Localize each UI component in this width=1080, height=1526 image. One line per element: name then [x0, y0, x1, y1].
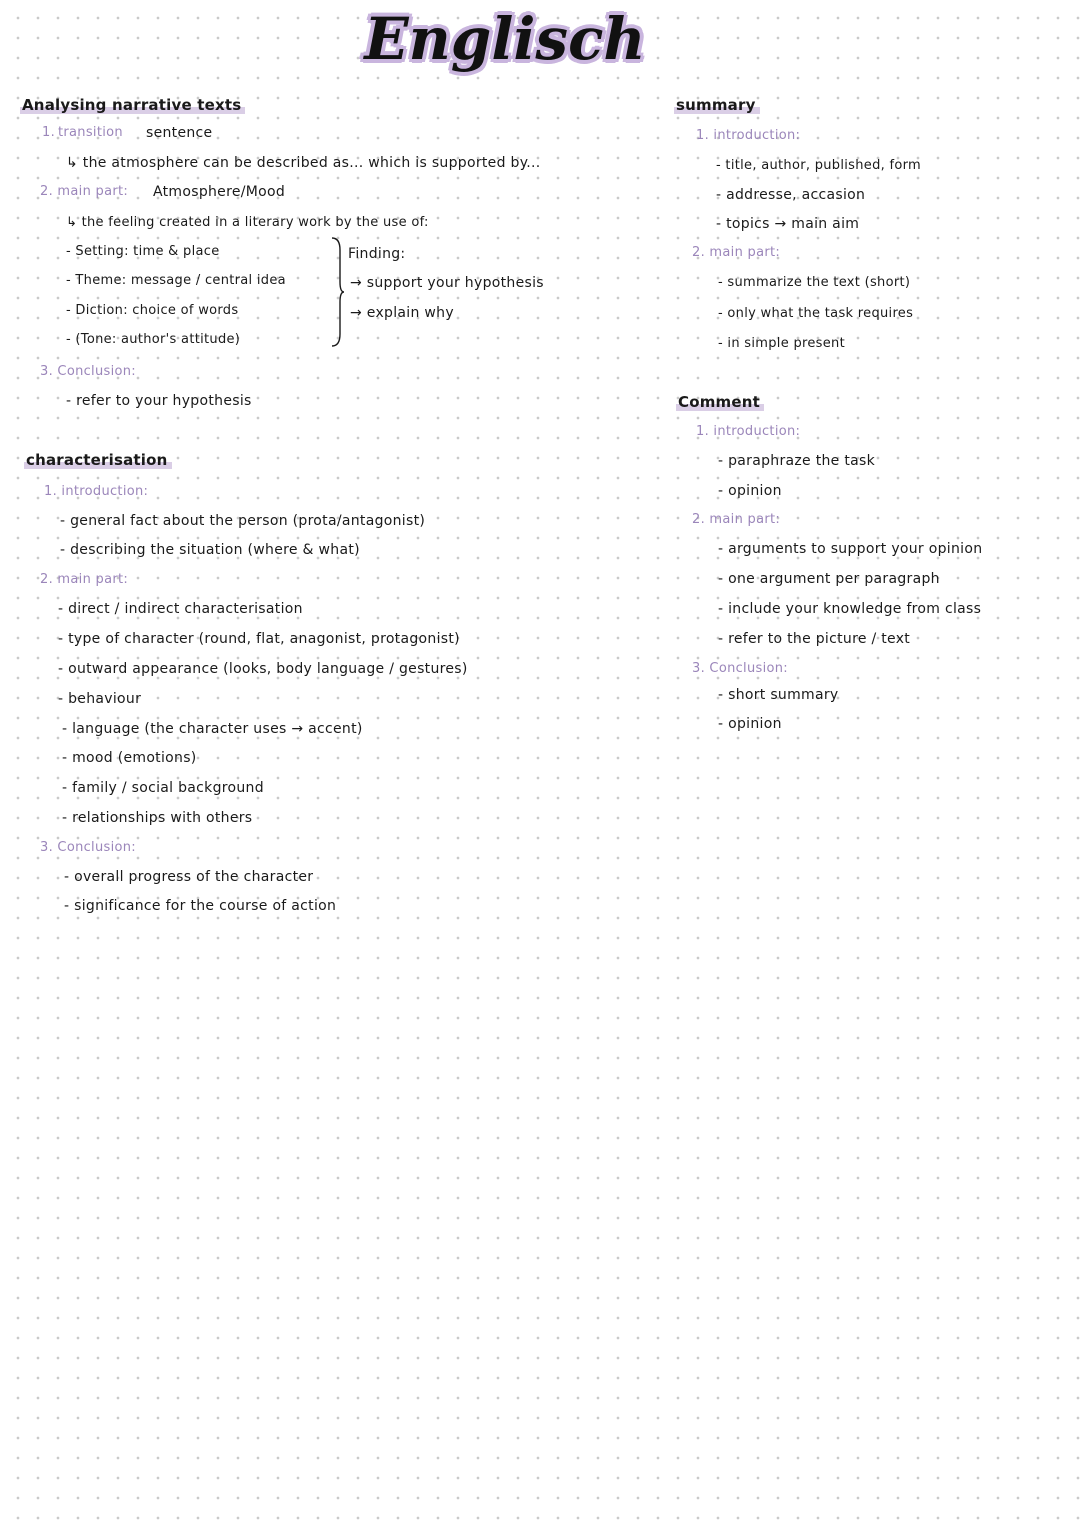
char-conclusion-label: 3. Conclusion: — [40, 840, 136, 855]
char-intro-item: - general fact about the person (prota/antagonist) — [60, 513, 426, 529]
char-main-item: - language (the character uses → accent) — [62, 721, 363, 737]
finding-label: Finding: — [348, 246, 406, 262]
narrative-conclusion-item: - refer to your hypothesis — [66, 393, 252, 409]
char-intro-label: 1. introduction: — [44, 484, 149, 499]
narrative-item: - Diction: choice of words — [66, 303, 239, 318]
summary-intro-label: 1. introduction: — [696, 128, 801, 143]
summary-intro-item: - title, author, published, form — [716, 158, 922, 173]
char-main-item: - type of character (round, flat, anagonist, protagonist) — [58, 631, 460, 647]
comment-main-item: - refer to the picture / text — [718, 631, 911, 647]
comment-conclusion-item: - opinion — [718, 716, 782, 732]
summary-intro-item: - topics → main aim — [716, 216, 860, 232]
comment-intro-item: - paraphraze the task — [718, 453, 876, 469]
summary-heading: summary — [676, 96, 756, 114]
comment-conclusion-label: 3. Conclusion: — [692, 661, 788, 676]
comment-intro-label: 1. introduction: — [696, 424, 801, 439]
finding-item: → support your hypothesis — [350, 275, 544, 291]
char-main-item: - direct / indirect characterisation — [58, 601, 303, 617]
main-part-label: 2. main part: — [40, 184, 129, 199]
comment-intro-item: - opinion — [718, 483, 782, 499]
transition-rest: sentence — [146, 125, 213, 141]
summary-main-label: 2. main part: — [692, 245, 781, 260]
comment-heading: Comment — [678, 393, 760, 411]
char-main-label: 2. main part: — [40, 572, 129, 587]
comment-main-item: - arguments to support your opinion — [718, 541, 983, 557]
summary-main-item: - only what the task requires — [718, 306, 914, 321]
char-main-item: - family / social background — [62, 780, 264, 796]
feeling-line: ↳ the feeling created in a literary work by the use of: — [66, 215, 429, 230]
comment-main-label: 2. main part: — [692, 512, 781, 527]
char-intro-item: - describing the situation (where & what) — [60, 542, 360, 558]
char-main-item: - outward appearance (looks, body language / gestures) — [58, 661, 468, 677]
char-main-item: - behaviour — [58, 691, 142, 707]
transition-word: transition — [58, 125, 123, 140]
summary-intro-item: - addresse, accasion — [716, 187, 866, 203]
summary-main-item: - in simple present — [718, 336, 845, 351]
char-main-item: - mood (emotions) — [62, 750, 197, 766]
main-part-text: Atmosphere/Mood — [153, 184, 286, 200]
page-title: Englisch — [364, 5, 646, 73]
char-conclusion-item: - overall progress of the character — [64, 869, 314, 885]
brace-icon — [328, 236, 346, 348]
atmosphere-line: ↳ the atmosphere can be described as... which is supported by... — [66, 155, 541, 171]
characterisation-heading: characterisation — [26, 451, 168, 469]
comment-main-item: - include your knowledge from class — [718, 601, 982, 617]
summary-main-item: - summarize the text (short) — [718, 275, 911, 290]
comment-main-item: - one argument per paragraph — [718, 571, 940, 587]
narrative-heading: Analysing narrative texts — [22, 96, 242, 114]
narrative-item: - (Tone: author's attitude) — [66, 332, 241, 347]
char-main-item: - relationships with others — [62, 810, 253, 826]
narrative-item: - Setting: time & place — [66, 244, 220, 259]
char-conclusion-item: - significance for the course of action — [64, 898, 337, 914]
comment-conclusion-item: - short summary — [718, 687, 839, 703]
narrative-item: - Theme: message / central idea — [66, 273, 286, 288]
transition-num: 1. — [42, 125, 56, 140]
finding-item: → explain why — [350, 305, 454, 321]
narrative-conclusion-label: 3. Conclusion: — [40, 364, 136, 379]
